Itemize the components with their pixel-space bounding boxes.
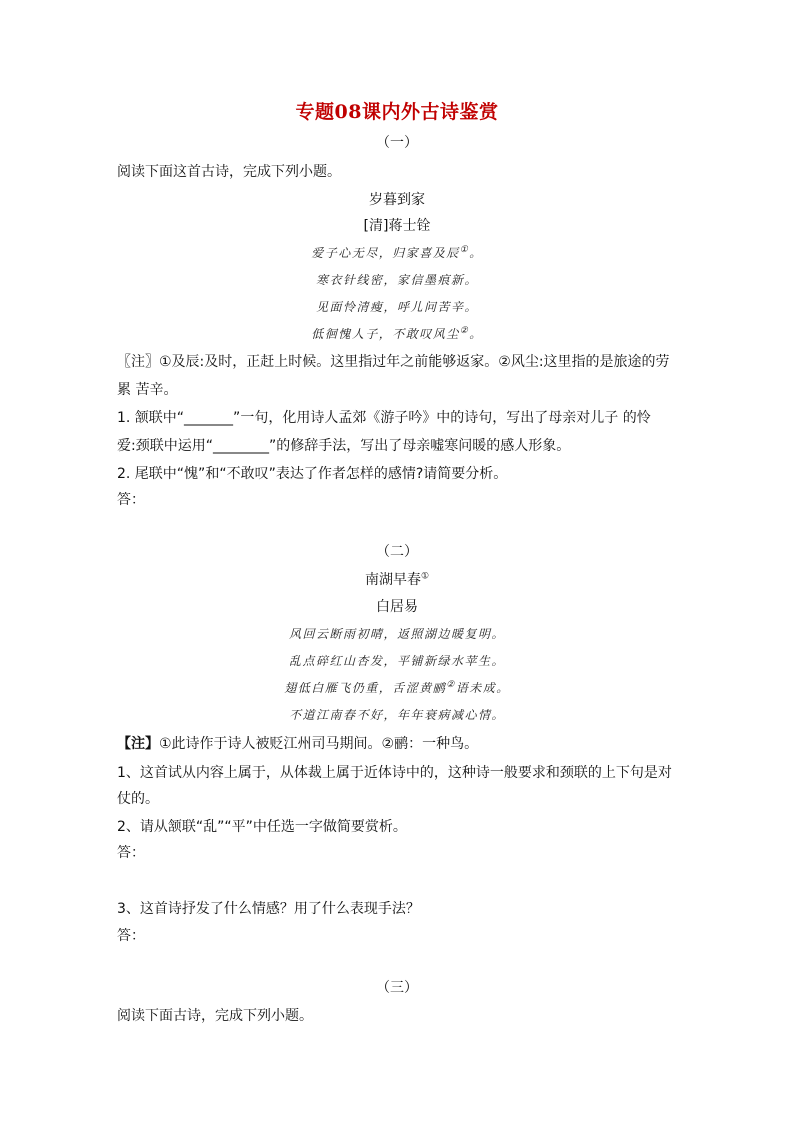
answer-label: 答：: [117, 845, 145, 861]
question-1: 1. 颔联中“_______”一句，化用诗人孟郊《游子吟》中的诗句，写出了母亲对儿子 的怜: [117, 410, 651, 426]
footnote-mark: ②: [446, 680, 456, 690]
note-line: 累 苦辛。: [117, 382, 178, 398]
poem-author-1: [清]蒋士铨: [363, 218, 431, 234]
answer-label: 答：: [117, 928, 145, 944]
note-label: 【注】: [117, 736, 159, 752]
section-heading-2: （二）: [376, 544, 418, 560]
poem-title-1: 岁暮到家: [369, 192, 425, 208]
footnote-mark: ①: [459, 245, 470, 255]
question-2: 2、请从颔联“乱”“平”中任选一字做简要赏析。: [117, 819, 407, 835]
section-intro-3: 阅读下面古诗，完成下列小题。: [117, 1008, 313, 1024]
poem-line-end: 语未成。: [455, 681, 510, 695]
section-heading-1: （一）: [376, 135, 418, 151]
note-text: ①此诗作于诗人被贬江州司马期间。②鹂：一种鸟。: [159, 736, 479, 752]
question-1-cont: 仗的。: [117, 791, 159, 807]
poem-title-text: 南湖早春: [364, 572, 421, 588]
question-2: 2. 尾联中“愧”和“不敢叹”表达了作者怎样的感情?请简要分析。: [117, 466, 508, 482]
question-3: 3、这首诗抒发了什么情感？用了什么表现手法？: [117, 901, 420, 917]
poem-line: 见面怜清瘦，呼儿问苦辛。: [315, 300, 478, 314]
poem-line: [0, 679, 794, 697]
answer-label: 答：: [117, 492, 145, 508]
question-1-cont: 爱:颈联中运用“________”的修辞手法，写出了母亲嘘寒问暖的感人形象。: [117, 438, 571, 454]
poem-line: 风回云断雨初晴，返照湖边暖复明。: [288, 627, 505, 641]
poem-line: 乱点碎红山杏发，平铺新绿水苹生。: [288, 654, 505, 668]
section-intro-1: 阅读下面这首古诗，完成下列小题。: [117, 164, 341, 180]
note-line: 〖注〗①及辰:及时，正赶上时候。这里指过年之前能够返家。②风尘:这里指的是旅途的劳: [117, 354, 670, 370]
footnote-mark: ②: [459, 326, 470, 336]
poem-line: 爱子心无尽，归家喜及辰①。: [311, 245, 483, 260]
poem-line-text: 低徊愧人子，不敢叹风尘: [311, 327, 460, 341]
poem-line-text: 翅低白雁飞仍重，舌涩黄鹂: [284, 681, 447, 695]
poem-line-text: 爱子心无尽，归家喜及辰: [311, 246, 460, 260]
section-heading-3: （三）: [376, 980, 418, 996]
poem-line: [0, 325, 794, 343]
footnote-mark: ①: [420, 571, 430, 582]
poem-line: 寒衣针线密，家信墨痕新。: [315, 273, 478, 287]
poem-line: 不道江南春不好，年年衰病减心情。: [288, 708, 505, 722]
note-line: [117, 734, 677, 754]
poem-line-end: 。: [469, 327, 483, 341]
document-title: 专题08课内外古诗鉴赏: [295, 101, 499, 123]
question-1: 1、这首试从内容上属于，从体裁上属于近体诗中的，这种诗一般要求和颈联的上下句是对: [117, 765, 672, 781]
poem-title-2: [0, 570, 794, 590]
poem-author-2: 白居易: [376, 599, 418, 615]
